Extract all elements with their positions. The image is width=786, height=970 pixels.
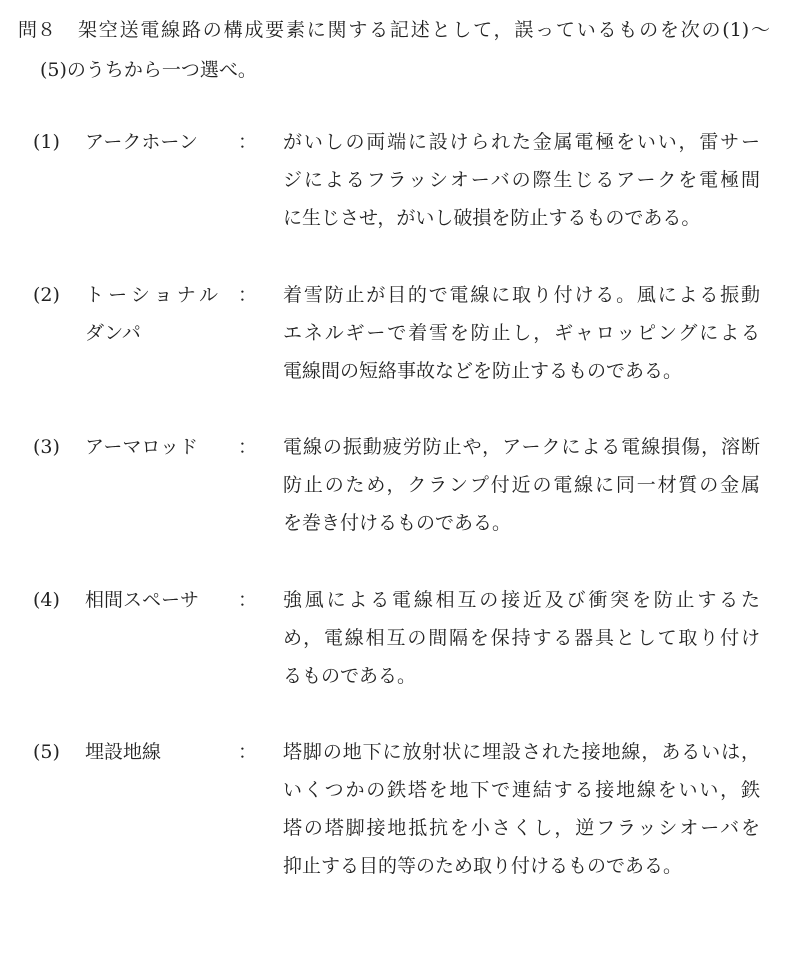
option-description [283, 428, 760, 542]
option-separator: ： [238, 436, 258, 458]
option-description [283, 581, 760, 695]
option-term-line: アーマロッド [85, 436, 199, 458]
option-term-line: 埋設地線 [85, 741, 162, 763]
option-separator: ： [238, 284, 258, 306]
option-term [85, 276, 225, 352]
question-number: 問８ [18, 19, 57, 41]
option-description [283, 123, 760, 237]
option-separator: ： [238, 741, 258, 763]
option-term [85, 581, 225, 619]
option-term-line: アークホーン [85, 131, 199, 153]
option-description-line: ジによるフラッシオーバの際生じるアークを電極間 [283, 169, 760, 191]
option-description-line: 塔の塔脚接地抵抗を小さくし，逆フラッシオーバを [283, 817, 760, 839]
option-number: (4) [33, 589, 60, 611]
option-number: (3) [33, 436, 60, 458]
option-number: (2) [33, 284, 60, 306]
option-description-line: 強風による電線相互の接近及び衝突を防止するた [283, 589, 760, 611]
option-term-line: 相間スペーサ [85, 589, 200, 611]
option-description-line: 抑止する目的等のため取り付けるものである。 [283, 855, 683, 877]
option-description-line: に生じさせ，がいし破損を防止するものである。 [283, 207, 701, 229]
option-description-line: 電線間の短絡事故などを防止するものである。 [283, 360, 683, 382]
option-description-line: いくつかの鉄塔を地下で連結する接地線をいい，鉄 [283, 779, 760, 801]
option-description-line: エネルギーで着雪を防止し，ギャロッピングによる [283, 322, 760, 344]
option-description-line: 防止のため，クランプ付近の電線に同一材質の金属 [283, 474, 760, 496]
question-text-line: (5)のうちから一つ選べ。 [40, 59, 257, 81]
option-term-line: ダンパ [85, 322, 141, 344]
option-description-line: 着雪防止が目的で電線に取り付ける。風による振動 [283, 284, 760, 306]
option-separator: ： [238, 589, 258, 611]
option-description [283, 276, 760, 390]
option-description-line: 塔脚の地下に放射状に埋設された接地線，あるいは， [283, 741, 760, 763]
option-description-line: を巻き付けるものである。 [283, 512, 512, 534]
option-term-line: トーショナル [85, 284, 218, 306]
option-description-line: め，電線相互の間隔を保持する器具として取り付け [283, 627, 760, 649]
option-description [283, 733, 760, 885]
option-description-line: がいしの両端に設けられた金属電極をいい，雷サー [283, 131, 760, 153]
option-term [85, 123, 225, 161]
question-text-line: 架空送電線路の構成要素に関する記述として，誤っているものを次の(1)～ [78, 19, 770, 41]
option-term [85, 733, 225, 771]
option-number: (5) [33, 741, 60, 763]
option-description-line: るものである。 [283, 665, 417, 687]
option-number: (1) [33, 131, 60, 153]
option-separator: ： [238, 131, 258, 153]
option-description-line: 電線の振動疲労防止や，アークによる電線損傷，溶断 [283, 436, 760, 458]
option-term [85, 428, 225, 466]
